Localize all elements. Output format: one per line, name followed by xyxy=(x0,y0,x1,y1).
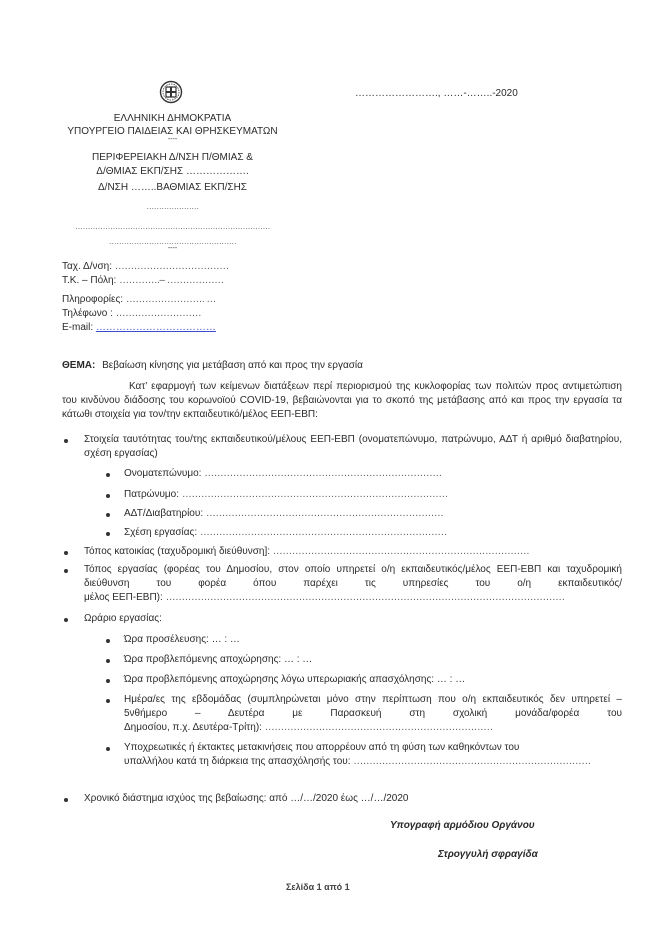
days-value: ……………………………………………………………… xyxy=(264,722,493,733)
id-value: ………………………………………………………………… xyxy=(205,508,444,519)
workplace-item: Τόπος εργασίας (φορέας του Δημοσίου, στον οποίο υπηρετεί ο/η εκπαιδευτικός/μέλος ΕΕΠ-ΕΒΠ και ταχυδρομική διεύθυνση του φορέα όπου παρέχει τις υπηρεσίες του ο/η εκπαιδευτικός/ xyxy=(84,564,622,589)
postcode-label: Τ.Κ. – Πόλη: xyxy=(62,275,117,286)
workplace-end-label: μέλος ΕΕΠ-ΕΒΠ): xyxy=(84,592,163,603)
employment-relation-value: …………………………………………………………………… xyxy=(199,527,447,538)
header-dots-2: …………………………………………………………………… xyxy=(75,222,270,231)
stamp-label: Στρογγυλή σφραγίδα xyxy=(438,849,538,860)
days-end-label: Δημοσίου, π.χ. Δευτέρα-Τρίτη): xyxy=(124,722,262,733)
extra-end-label: υπαλλήλου κατά τη διάρκεια της απασχόλησής του: xyxy=(124,756,351,767)
bullet-icon xyxy=(64,618,68,622)
residence-label: Τόπος κατοικίας (ταχυδρομική διεύθυνση]: xyxy=(84,546,271,557)
regional-directorate-line2: Δ/ΘΜΙΑΣ ΕΚΠ/ΣΗΣ ………………. xyxy=(96,166,249,177)
date-line: ……………………., ……-……..-2020 xyxy=(355,88,518,99)
header-dots-3: …………………………………………… xyxy=(108,237,237,246)
email-row xyxy=(62,322,216,333)
days-end-row xyxy=(124,721,493,735)
regional-directorate-line1: ΠΕΡΙΦΕΡΕΙΑΚΗ Δ/ΝΣΗ Π/ΘΜΙΑΣ & xyxy=(92,152,253,163)
identity-father-row xyxy=(124,488,448,502)
bullet-icon xyxy=(64,569,68,573)
phone-label: Τηλέφωνο : xyxy=(62,308,113,319)
bullet-icon xyxy=(106,679,110,683)
full-name-label: Ονοματεπώνυμο: xyxy=(124,468,202,479)
id-label: ΑΔΤ/Διαβατηρίου: xyxy=(124,508,204,519)
country-name: ΕΛΛΗΝΙΚΗ ΔΗΜΟΚΡΑΤΙΑ xyxy=(113,113,232,124)
postcode-row xyxy=(62,275,224,286)
validity-period: Χρονικό διάστημα ισχύος της βεβαίωσης: από …/…/2020 έως …/…/2020 xyxy=(84,793,409,804)
info-label: Πληροφορίες: xyxy=(62,294,124,305)
info-value: ……………………. … xyxy=(125,294,216,305)
bullet-icon xyxy=(106,494,110,498)
extra-movements-item: Υποχρεωτικές ή έκτακτες μετακινήσεις που απορρέουν από τη φύση των καθηκόντων του xyxy=(124,742,520,753)
ministry-name: ΥΠΟΥΡΓΕΙΟ ΠΑΙΔΕΙΑΣ ΚΑΙ ΘΡΗΣΚΕΥΜΑΤΩΝ xyxy=(67,126,278,137)
identity-relation-row xyxy=(124,526,447,540)
overtime-departure-time: Ώρα προβλεπόμενης αποχώρησης λόγω υπερωριακής απασχόλησης: … : … xyxy=(124,674,466,685)
intro-paragraph: Κατ’ εφαρμογή των κείμενων διατάξεων περί περιορισμού της κυκλοφορίας των πολιτών προς αντιμετώπιση του κινδύνου διάδοσης του κορωνοϊού COVID-19, βεβαιώνονται για το σκοπό της μετάβασης από και προς την εργασία τα κάτωθι στοιχεία για τον/την εκπαιδευτικό/μέλος ΕΕΠ-ΕΒΠ: xyxy=(62,381,622,420)
days-item: Ημέρα/ες της εβδομάδας (συμπληρώνεται μόνο στην περίπτωση που ο/η εκπαιδευτικός δεν υπηρετεί – 5νθήμερο – Δευτέρα με Παρασκευή στη σχολική μονάδα/φορέα του xyxy=(124,694,622,719)
phone-row xyxy=(62,308,201,319)
employment-relation-label: Σχέση εργασίας: xyxy=(124,527,198,538)
bullet-icon xyxy=(106,639,110,643)
full-name-value: ………………………………………………………………… xyxy=(204,468,442,479)
schedule-label: Ωράριο εργασίας: xyxy=(84,613,162,624)
address-value: ……………………………… xyxy=(114,261,229,272)
bullet-icon xyxy=(106,747,110,751)
father-name-value: ………………………………………………………………………… xyxy=(181,489,448,500)
phone-value: ……………………… xyxy=(115,308,202,319)
bullet-icon xyxy=(106,513,110,517)
workplace-end-row xyxy=(84,591,565,605)
extra-movements-end-row xyxy=(124,755,591,769)
extra-value: ………………………………………………………………… xyxy=(353,756,591,767)
residence-value: ……………………………………………………………………… xyxy=(272,546,530,557)
bullet-icon xyxy=(106,699,110,703)
signature-label: Υπογραφή αρμόδιου Οργάνου xyxy=(390,820,535,831)
father-name-label: Πατρώνυμο: xyxy=(124,489,180,500)
bullet-icon xyxy=(106,473,110,477)
subject-row xyxy=(62,360,363,371)
identity-item: Στοιχεία ταυτότητας του/της εκπαιδευτικού/μέλους ΕΕΠ-ΕΒΠ (ονοματεπώνυμο, πατρώνυμο, ΑΔΤ ή αριθμό διαβατηρίου, σχέση εργασίας) xyxy=(84,434,622,459)
bullet-icon xyxy=(64,551,68,555)
departure-time: Ώρα προβλεπόμενης αποχώρησης: … : … xyxy=(124,654,313,665)
arrival-time: Ώρα προσέλευσης: … : … xyxy=(124,634,240,645)
residence-row xyxy=(84,545,529,559)
directorate-name: Δ/ΝΣΗ ……..ΒΑΘΜΙΑΣ ΕΚΠ/ΣΗΣ xyxy=(98,182,247,193)
page-number: Σελίδα 1 από 1 xyxy=(286,882,350,892)
info-row xyxy=(62,294,216,305)
identity-name-row xyxy=(124,467,442,481)
bullet-icon xyxy=(106,659,110,663)
header-separator-2: ---- xyxy=(167,245,178,252)
address-label: Ταχ. Δ/νση: xyxy=(62,261,113,272)
subject-label: ΘΕΜΑ: xyxy=(62,360,96,371)
address-row xyxy=(62,261,229,272)
email-link[interactable]: ……………………………… xyxy=(95,322,216,333)
bullet-icon xyxy=(64,439,68,443)
subject-text: Βεβαίωση κίνησης για μετάβαση από και προς την εργασία xyxy=(102,360,363,371)
bullet-icon xyxy=(106,532,110,536)
postcode-value: ………….– ……………… xyxy=(119,275,224,286)
email-label: E-mail: xyxy=(62,322,94,333)
identity-id-row xyxy=(124,507,443,521)
header-dots-1: ………………… xyxy=(146,202,199,211)
greek-coat-of-arms-icon xyxy=(159,80,183,104)
workplace-value: ……………………………………………………………………………………………………………… xyxy=(165,592,565,603)
bullet-icon xyxy=(64,798,68,802)
header-separator: ---- xyxy=(167,136,178,143)
